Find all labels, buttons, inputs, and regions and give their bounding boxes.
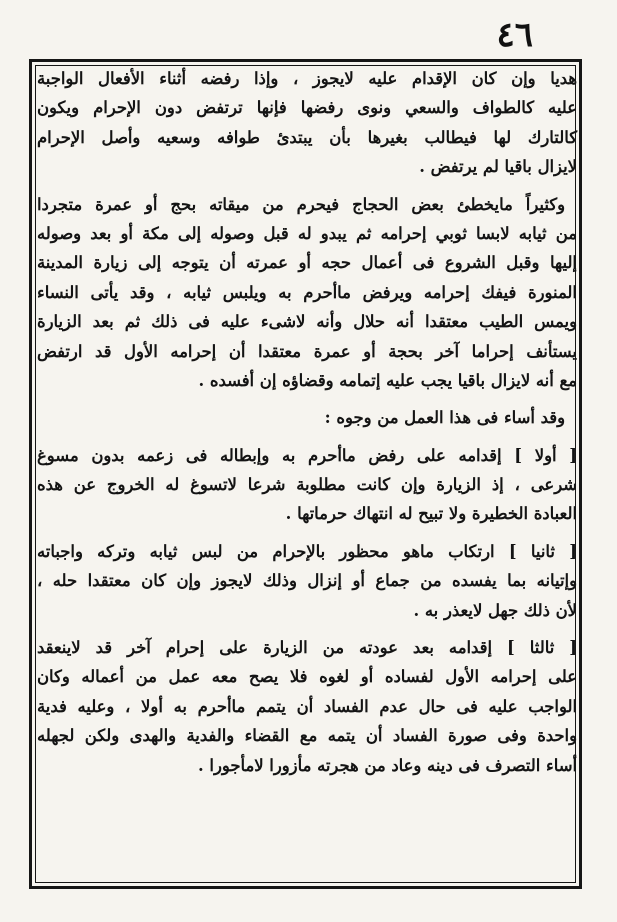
text-line: [ ثانيا ] ارتكاب ماهو محظور بالإحرام من لبس ثيابه وتركه واجباته — [37, 541, 577, 561]
text-line: وإتيانه بما يفسده من جماع أو إنزال وذلك لايجوز وإن كان معتقدا حله ، — [37, 571, 577, 591]
text-line: [ ثالثا ] إقدامه بعد عودته من الزيارة على إحرام آخر قد لاينعقد — [37, 638, 577, 658]
text-line: وكثيراً مايخطئ بعض الحجاج فيحرم من ميقاته بحج أو عمرة متجردا — [37, 194, 565, 214]
text-line: يستأنف إحراما آخر بحجة أو عمرة معتقدا أن إحرامه الأول قد ارتفض — [37, 341, 577, 361]
page-text-body — [33, 64, 581, 780]
text-line: هديا وإن كان الإقدام عليه لايجوز ، وإذا رفضه أثناء الأفعال الواجبة — [37, 69, 577, 88]
text-line: وقد أساء فى هذا العمل من وجوه : — [324, 408, 565, 428]
paragraph-gap — [33, 395, 581, 403]
text-line: الواجب عليه فى حال عدم الفساد أن يتمم ماأحرم به أولا ، وعليه فدية — [37, 696, 577, 716]
paragraph-gap — [33, 433, 581, 441]
text-line: المنورة فيفك إحرامه ويرفض ماأحرم به ويلبس ثيابه ، وقد يأتى النساء — [37, 282, 577, 302]
paragraph-p4 — [33, 441, 581, 529]
text-line: ويمس الطيب معتقدا أنه حلال وأنه لاشىء عليه فى ذلك ثم بعد الزيارة — [37, 312, 577, 332]
text-line: لأن ذلك جهل لايعذر به . — [413, 600, 577, 620]
paragraph-p3 — [33, 403, 581, 432]
text-line: لايزال باقيا لم يرتفض . — [419, 157, 577, 177]
text-line: إليها وقبل الشروع فى أعمال حجه أو عمرته أن يتوجه إلى زيارة المدينة — [37, 253, 577, 273]
paragraph-p1 — [33, 64, 581, 182]
paragraph-p5 — [33, 537, 581, 625]
text-line: عليه كالطواف والسعي ونوى رفضها فإنها ترتفض دون الإحرام ويكون — [37, 98, 577, 118]
text-line: كالتارك لها فيطالب بغيرها بأن يبتدئ طوافه وسعيه وأصل الإحرام — [37, 127, 577, 147]
text-line: من ثيابه لابسا ثوبي إحرامه ثم يبدو له قبل وصوله إلى مكة أو بعد وصوله — [37, 223, 577, 243]
text-line: على إحرامه الأول لفساده أو لغوه فلا يصح معه عمل من أعماله وكان — [37, 667, 577, 687]
text-line: أساء التصرف فى دينه وعاد من هجرته مأزورا لامأجورا . — [197, 755, 577, 775]
text-line: [ أولا ] إقدامه على رفض ماأحرم به وإبطاله فى زعمه بدون مسوغ — [37, 445, 577, 465]
text-line: واحدة وفى صورة الفساد أن يتمه مع القضاء والفدية والهدى ولكن لجهله — [37, 726, 577, 746]
paragraph-p2 — [33, 190, 581, 396]
paragraph-gap — [33, 182, 581, 190]
page-number: ٤٦ — [496, 15, 533, 55]
paragraph-gap — [33, 625, 581, 633]
text-line: العبادة الخطيرة ولا تبيح له انتهاك حرماتها . — [285, 504, 577, 524]
text-line: شرعى ، إذ الزيارة وإن كانت مطلوبة شرعا لاتسوغ له الخروج عن هذه — [37, 475, 577, 495]
paragraph-p6 — [33, 633, 581, 780]
text-line: مع أنه لايزال باقيا يجب عليه إتمامه وقضاؤه إن أفسده . — [198, 370, 577, 390]
paragraph-gap — [33, 529, 581, 537]
